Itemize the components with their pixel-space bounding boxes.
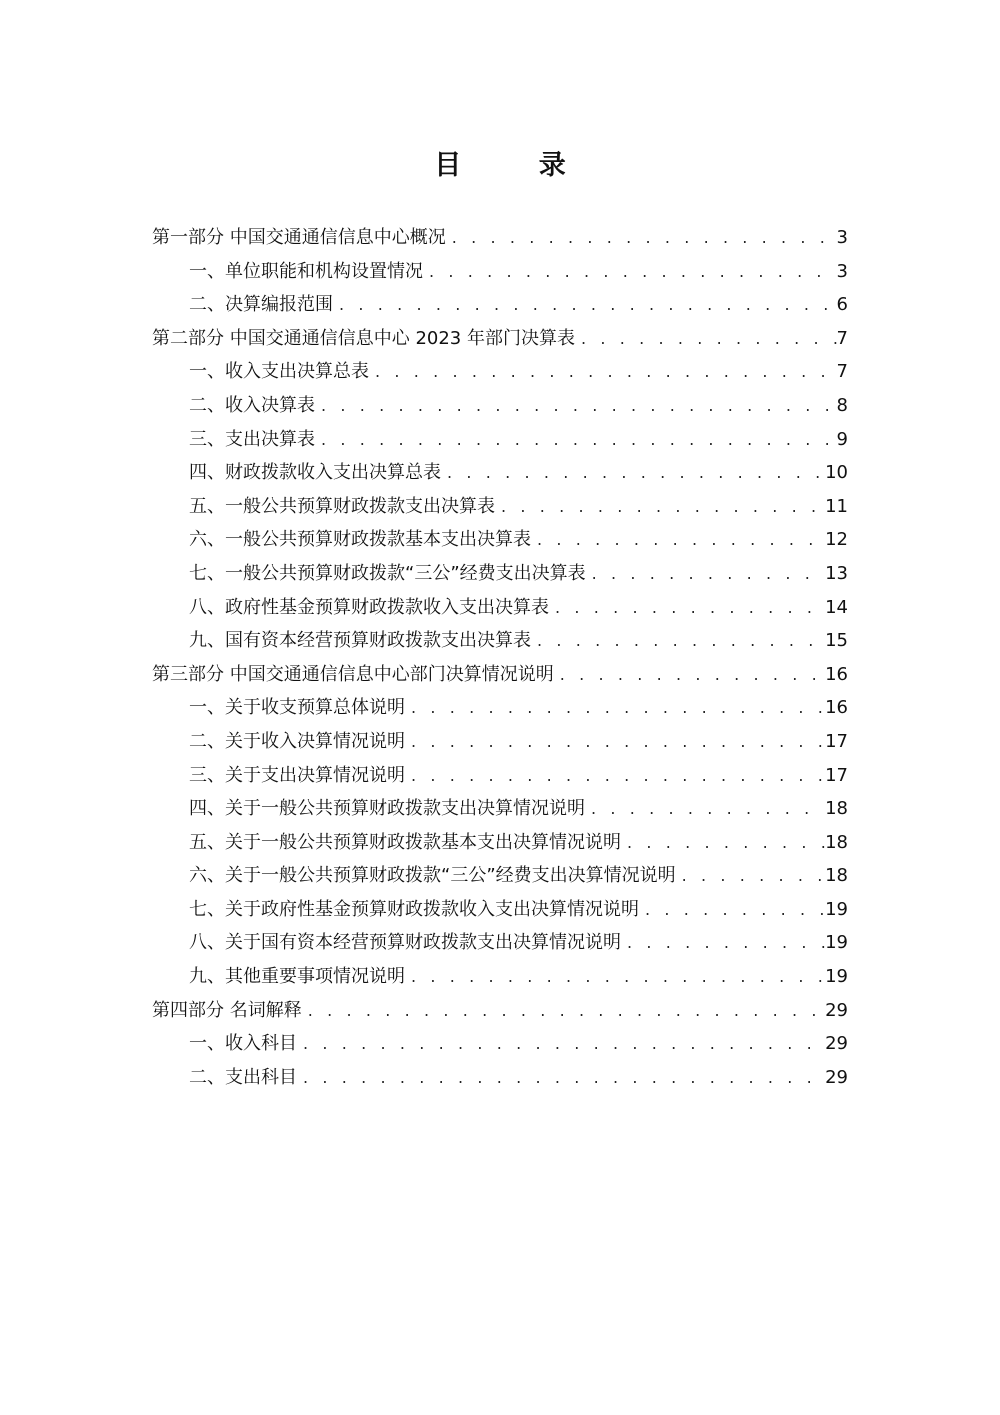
toc-section-entry[interactable] [152, 691, 848, 725]
toc-dot-leader [405, 725, 825, 759]
toc-part-entry[interactable] [152, 658, 848, 692]
toc-entry-label: 五、关于一般公共预算财政拨款基本支出决算情况说明 [189, 831, 621, 853]
toc-entry-label: 一、关于收支预算总体说明 [189, 697, 405, 719]
toc-section-entry[interactable] [152, 792, 848, 826]
toc-dot-leader [315, 389, 837, 423]
toc-dot-leader [405, 691, 825, 725]
toc-entry-label: 三、支出决算表 [189, 428, 315, 450]
toc-dot-leader [676, 859, 825, 893]
toc-page-number: 15 [825, 630, 848, 652]
table-of-contents [152, 221, 848, 1094]
toc-entry-label: 第三部分 中国交通通信信息中心部门决算情况说明 [152, 663, 554, 685]
toc-entry-label: 第一部分 中国交通通信信息中心概况 [152, 227, 446, 248]
toc-section-entry[interactable] [152, 490, 848, 524]
toc-dot-leader [531, 624, 825, 658]
toc-dot-leader [315, 423, 837, 457]
toc-dot-leader [495, 490, 825, 524]
toc-page-number: 29 [825, 999, 848, 1021]
toc-entry-label: 一、单位职能和机构设置情况 [189, 260, 423, 282]
toc-section-entry[interactable] [152, 423, 848, 457]
toc-entry-label: 三、关于支出决算情况说明 [189, 764, 405, 786]
toc-entry-label: 八、关于国有资本经营预算财政拨款支出决算情况说明 [189, 932, 621, 954]
toc-page-number: 17 [825, 730, 848, 752]
toc-page-number: 8 [836, 394, 848, 416]
toc-section-entry[interactable] [152, 557, 848, 591]
toc-entry-label: 一、收入科目 [189, 1033, 297, 1055]
toc-page-number: 3 [836, 260, 848, 282]
toc-page-number: 13 [825, 562, 848, 584]
toc-section-entry[interactable] [152, 960, 848, 994]
toc-page-number: 12 [825, 529, 848, 551]
toc-section-entry[interactable] [152, 255, 848, 289]
toc-entry-label: 第二部分 中国交通通信信息中心 2023 年部门决算表 [152, 327, 575, 349]
toc-page-number: 19 [825, 966, 848, 988]
toc-section-entry[interactable] [152, 288, 848, 322]
toc-entry-label: 第四部分 名词解释 [152, 999, 302, 1021]
toc-entry-label: 七、关于政府性基金预算财政拨款收入支出决算情况说明 [189, 898, 639, 920]
toc-entry-label: 四、财政拨款收入支出决算总表 [189, 462, 441, 484]
toc-page-number: 17 [825, 764, 848, 786]
toc-section-entry[interactable] [152, 591, 848, 625]
toc-part-entry[interactable] [152, 221, 848, 255]
toc-page-number: 11 [825, 495, 848, 517]
toc-dot-leader [302, 994, 825, 1028]
toc-entry-label: 六、关于一般公共预算财政拨款“三公”经费支出决算情况说明 [189, 865, 676, 887]
toc-dot-leader [369, 355, 837, 389]
toc-dot-leader [554, 658, 825, 692]
toc-dot-leader [423, 255, 837, 289]
toc-dot-leader [405, 960, 825, 994]
toc-dot-leader [531, 523, 825, 557]
toc-section-entry[interactable] [152, 355, 848, 389]
toc-dot-leader [446, 221, 837, 255]
toc-dot-leader [405, 759, 825, 793]
toc-dot-leader [549, 591, 825, 625]
toc-dot-leader [639, 893, 825, 927]
toc-dot-leader [621, 926, 825, 960]
toc-page-number: 7 [836, 327, 848, 349]
toc-page-number: 3 [836, 227, 848, 248]
toc-entry-label: 五、一般公共预算财政拨款支出决算表 [189, 495, 495, 517]
toc-dot-leader [297, 1027, 825, 1061]
toc-page-number: 18 [825, 831, 848, 853]
toc-section-entry[interactable] [152, 1061, 848, 1095]
toc-entry-label: 二、收入决算表 [189, 394, 315, 416]
toc-page-number: 18 [825, 865, 848, 887]
toc-page-number: 18 [825, 798, 848, 820]
toc-page-number: 19 [825, 932, 848, 954]
toc-entry-label: 八、政府性基金预算财政拨款收入支出决算表 [189, 596, 549, 618]
toc-section-entry[interactable] [152, 725, 848, 759]
toc-section-entry[interactable] [152, 926, 848, 960]
toc-page-number: 29 [825, 1033, 848, 1055]
toc-section-entry[interactable] [152, 826, 848, 860]
toc-entry-label: 二、支出科目 [189, 1066, 297, 1088]
toc-page-number: 10 [825, 462, 848, 484]
toc-page-number: 16 [825, 697, 848, 719]
toc-section-entry[interactable] [152, 893, 848, 927]
toc-page-number: 14 [825, 596, 848, 618]
toc-entry-label: 二、关于收入决算情况说明 [189, 730, 405, 752]
toc-entry-label: 二、决算编报范围 [189, 294, 333, 316]
toc-dot-leader [621, 826, 825, 860]
toc-entry-label: 九、其他重要事项情况说明 [189, 966, 405, 988]
toc-entry-label: 七、一般公共预算财政拨款“三公”经费支出决算表 [189, 562, 586, 584]
toc-part-entry[interactable] [152, 322, 848, 356]
toc-section-entry[interactable] [152, 389, 848, 423]
toc-dot-leader [585, 792, 825, 826]
toc-entry-label: 九、国有资本经营预算财政拨款支出决算表 [189, 630, 531, 652]
page-title: 目 录 [434, 150, 600, 181]
toc-dot-leader [575, 322, 837, 356]
toc-section-entry[interactable] [152, 759, 848, 793]
toc-page-number: 19 [825, 898, 848, 920]
toc-page-number: 7 [836, 361, 848, 383]
toc-page-number: 16 [825, 663, 848, 685]
toc-section-entry[interactable] [152, 523, 848, 557]
toc-section-entry[interactable] [152, 624, 848, 658]
toc-dot-leader [586, 557, 825, 591]
toc-part-entry[interactable] [152, 994, 848, 1028]
toc-entry-label: 六、一般公共预算财政拨款基本支出决算表 [189, 529, 531, 551]
toc-dot-leader [297, 1061, 825, 1095]
toc-dot-leader [441, 456, 825, 490]
toc-entry-label: 四、关于一般公共预算财政拨款支出决算情况说明 [189, 798, 585, 820]
toc-page-number: 29 [825, 1066, 848, 1088]
toc-dot-leader [333, 288, 837, 322]
toc-section-entry[interactable] [152, 456, 848, 490]
toc-section-entry[interactable] [152, 859, 848, 893]
toc-page-number: 9 [836, 428, 848, 450]
toc-page-number: 6 [836, 294, 848, 316]
toc-section-entry[interactable] [152, 1027, 848, 1061]
toc-entry-label: 一、收入支出决算总表 [189, 361, 369, 383]
